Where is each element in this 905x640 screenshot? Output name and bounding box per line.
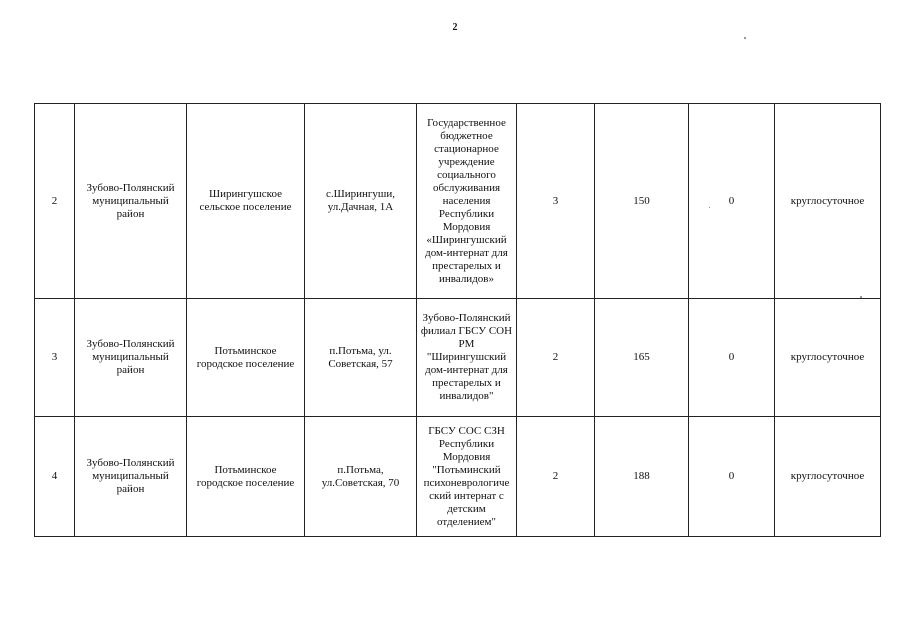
cell-line: престарелых и xyxy=(432,377,501,389)
cell-line: социального xyxy=(437,168,496,181)
scan-speck xyxy=(744,37,746,39)
cell-line: с.Ширингуши, xyxy=(325,188,395,200)
table-row xyxy=(35,104,881,299)
cell-line: Зубово-Полянский xyxy=(86,181,175,194)
value-cell-col6: 150 xyxy=(595,104,689,299)
cell-line: Республики xyxy=(438,207,495,220)
cell-line: Потьминское xyxy=(214,463,277,476)
cell-line: РМ xyxy=(458,338,475,350)
cell-line: психоневрологиче xyxy=(423,476,510,489)
cell-line: Мордовия xyxy=(442,220,491,233)
institutions-table xyxy=(34,103,881,537)
district-cell xyxy=(75,299,187,417)
cell-line: инвалидов" xyxy=(439,390,494,402)
institution-cell xyxy=(417,299,517,417)
cell-line: район xyxy=(116,483,145,495)
settlement-cell xyxy=(187,299,305,417)
page-number: 2 xyxy=(452,22,458,33)
district-cell xyxy=(75,417,187,537)
row-number-cell: 4 xyxy=(35,417,75,537)
value-cell-col7: 0 xyxy=(689,104,775,299)
cell-line: п.Потьма, ул. xyxy=(329,344,392,357)
value-cell-col6: 188 xyxy=(595,417,689,537)
value-cell-col5: 3 xyxy=(517,104,595,299)
cell-line: муниципальный xyxy=(92,351,169,363)
cell-line: Зубово-Полянский xyxy=(422,312,511,324)
address-cell xyxy=(305,417,417,537)
cell-line: Мордовия xyxy=(442,450,491,463)
institution-cell xyxy=(417,417,517,537)
cell-line: Потьминское xyxy=(214,344,277,357)
cell-line: Республики xyxy=(438,437,495,450)
cell-line: ГБСУ СОС СЗН xyxy=(428,424,505,437)
cell-line: Государственное xyxy=(427,116,506,129)
cell-line: дом-интернат для xyxy=(425,364,508,376)
cell-line: филиал ГБСУ СОН xyxy=(420,325,513,337)
mode-cell: круглосуточное xyxy=(775,104,881,299)
cell-line: Ширингушское xyxy=(209,188,282,200)
table-row xyxy=(35,417,881,537)
cell-line: Зубово-Полянский xyxy=(86,457,175,469)
value-cell-col7: 0 xyxy=(689,417,775,537)
cell-line: ул.Дачная, 1А xyxy=(327,201,394,213)
cell-line: детским xyxy=(447,502,486,515)
cell-line: населения xyxy=(442,194,491,207)
cell-line: муниципальный xyxy=(92,194,169,207)
cell-line: бюджетное xyxy=(440,129,493,142)
cell-line: ул.Советская, 70 xyxy=(321,476,400,489)
settlement-cell xyxy=(187,417,305,537)
row-number-cell: 2 xyxy=(35,104,75,299)
cell-line: п.Потьма, xyxy=(337,463,384,476)
cell-line: стационарное xyxy=(434,142,499,155)
cell-line: учреждение xyxy=(438,155,495,168)
cell-line: престарелых и xyxy=(432,259,501,272)
cell-line: ский интернат с xyxy=(429,489,504,502)
cell-line: городское поселение xyxy=(196,476,295,489)
cell-line: «Ширингушский xyxy=(426,233,507,246)
value-cell-col7: 0 xyxy=(689,299,775,417)
cell-line: инвалидов» xyxy=(439,272,494,285)
cell-line: обслуживания xyxy=(432,181,501,194)
value-cell-col5: 2 xyxy=(517,417,595,537)
table-row xyxy=(35,299,881,417)
value-cell-col6: 165 xyxy=(595,299,689,417)
cell-line: "Ширингушский xyxy=(426,351,507,363)
cell-line: "Потьминский xyxy=(432,463,501,476)
address-cell xyxy=(305,299,417,417)
cell-line: район xyxy=(116,364,145,376)
value-cell-col5: 2 xyxy=(517,299,595,417)
address-cell xyxy=(305,104,417,299)
settlement-cell xyxy=(187,104,305,299)
district-cell xyxy=(75,104,187,299)
cell-line: район xyxy=(116,207,145,220)
mode-cell: круглосуточное xyxy=(775,417,881,537)
cell-line: городское поселение xyxy=(196,357,295,370)
mode-cell: круглосуточное xyxy=(775,299,881,417)
cell-line: дом-интернат для xyxy=(425,246,508,259)
institution-cell xyxy=(417,104,517,299)
cell-line: сельское поселение xyxy=(199,201,292,213)
cell-line: Зубово-Полянский xyxy=(86,338,175,350)
row-number-cell: 3 xyxy=(35,299,75,417)
cell-line: муниципальный xyxy=(92,470,169,482)
cell-line: Советская, 57 xyxy=(328,357,393,370)
cell-line: отделением" xyxy=(437,515,496,528)
